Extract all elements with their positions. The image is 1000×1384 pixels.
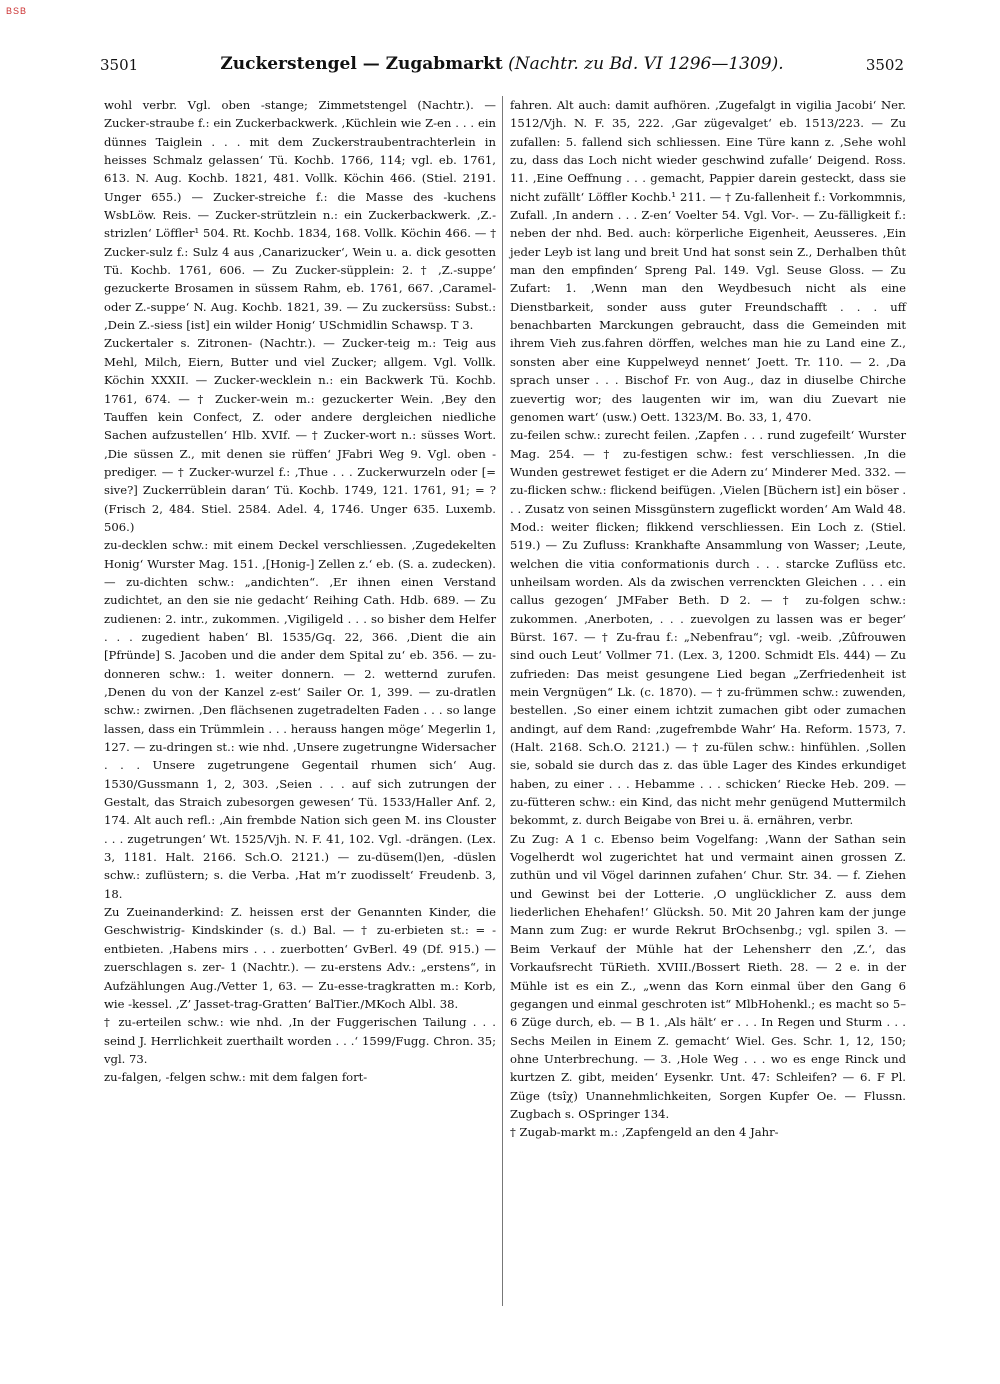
entry-paragraph: Zu Zug: A 1 c. Ebenso beim Vogelfang: ‚Wann der Sathan sein Vogelherdt wol zugerichtet hat und vermaint ainen grossen Z. zuthün und vil Vögel darinnen zufahen‘ Chur. Str. 34. — f. Ziehen und Gewinst bei der Lotterie. ‚O unglücklicher Z. auss dem liederlichen Ehehafen!‘ Glücksh. 50. Mit 20 Jahren kam der junge Mann zum Zug: er wurde Rekrut BrOchsenbg.; vgl. spilen 3. — Beim Verkauf der Mühle hat der Lehensherr den ‚Z.‘, das Vorkaufsrecht TüRieth. XVIII./Bossert Rieth. 28. — 2 e. in der Mühle ist es ein Z., „wenn das Korn einmal über den Gang 6 gegangen und einmal geschroten ist“ MlbHohenkl.; es macht so 5–6 Züge durch, eb. — B 1. ‚Als hält‘ er . . . In Regen und Sturm . . . Sechs Meilen in Einem Z. gemacht‘ Wiel. Ges. Schr. 1, 12, 150; ohne Unterbrechung. — 3. ‚Hole Weg . . . wo es enge Rinck und kurtzen Z. gibt, meiden‘ Eysenkr. Unt. 47: Schleifen? — 6. F Pl. Züge (tsîχ) Unannehmlichkeiten, Sorgen Kupfer Oe. — Flussn. Zugbach s. OSpringer 134.	[510, 831, 906, 1121]
page-number-left: 3501	[100, 56, 139, 74]
page-header	[100, 52, 904, 82]
library-stamp: BSB	[6, 6, 28, 16]
entry-paragraph: fahren. Alt auch: damit aufhören. ‚Zugefalgt in vigilia Jacobi‘ Ner. 1512/Vjh. N. F. 35, 222. ‚Gar zügevalget‘ eb. 1513/223. — Zu zufallen: 5. fallend sich schliessen. Eine Türe kann z. ‚Sehe wohl zu, dass das Loch nicht wieder geschwind zufalle‘ Deigend. Ross. 11. ‚Eine Oeffnung . . . gemacht, Pappier darein gesteckt, dass sie nicht zufällt‘ Löffler Kochb.¹ 211. — † Zu-fallenheit f.: Vorkommnis, Zufall. ‚In andern . . . Z-en‘ Voelter 54. Vgl. Vor-. — Zu-fälligkeit f.: neben der nhd. Bed. auch: körperliche Eigenheit, Aeusseres. ‚Ein jeder Leyb ist lang und breit Und hat sonst sein Z., Derhalben thût man den empfinden‘ Spreng Pal. 149. Vgl. Seuse Gloss. — Zu Zufart: 1. ‚Wenn man den Weydbesuch nicht als eine Dienstbarkeit, sonder auss guter Freundschafft . . . uff benachbarten Marckungen gebraucht, dass die Gemeinden mit ihrem Vieh zus.fahren dörffen, welches man hie zu Land eine Z., sonsten aber eine Kuppelweyd nennet‘ Joett. Tr. 110. — 2. ‚Da sprach unser . . . Bischof Fr. von Aug., daz in diuselbe Chirche zuevertig wor; des laugenten wir im, wan diu Zuevart nie genomen wart‘ (usw.) Oett. 1323/M. Bo. 33, 1, 470.	[510, 98, 906, 424]
left-column	[104, 96, 496, 1087]
entry-paragraph: zu-decklen schw.: mit einem Deckel verschliessen. ‚Zugedekelten Honig‘ Wurster Mag. 151. ‚[Honig-] Zellen z.‘ eb. (S. a. zudecken). — zu-dichten schw.: „andichten“. ‚Er ihnen einen Verstand zudichtet, an den sie nie gedacht‘ Reihing Cath. Hdb. 689. — Zu zudienen: 2. intr., zukommen. ‚Vigiligeld . . . so bisher dem Helfer . . . zugedient haben‘ Bl. 1535/Gq. 22, 366. ‚Dient die ain [Pfründe] S. Jacoben und die ander dem Spital zu‘ eb. 356. — zu-donneren schw.: 1. weiter donnern. — 2. wetternd zurufen. ‚Denen du von der Kanzel z-est‘ Sailer Or. 1, 399. — zu-dratlen schw.: zwirnen. ‚Den flächsenen zugetradelten Faden . . . so lange lassen, dass ein Trümmlein . . . herauss hangen möge‘ Megerlin 1, 127. — zu-dringen st.: wie nhd. ‚Unsere zugetrungne Widersacher . . . Unsere zugetrungene Gegentail rhumen sich‘ Aug. 1530/Gussmann 1, 2, 303. ‚Seien . . . auf sich zutrungen der Gestalt, das Straich zubesorgen gewesen‘ Tü. 1533/Haller Anf. 2, 174. Alt auch refl.: ‚Ain frembde Nation sich geen M. ins Clouster . . . zugetrungen‘ Wt. 1525/Vjh. N. F. 41, 102. Vgl. -drängen. (Lex. 3, 1181. Halt. 2166. Sch.O. 2121.) — zu-düsem(l)en, -düslen schw.: zuflüstern; s. die Verba. ‚Hat m’r zuodisselt‘ Freudenb. 3, 18.	[104, 538, 496, 901]
entry-paragraph: † Zugab-markt m.: ‚Zapfengeld an den 4 Jahr-	[510, 1125, 779, 1140]
entry-paragraph: Zuckertaler s. Zitronen- (Nachtr.). — Zucker-teig m.: Teig aus Mehl, Milch, Eiern, Butter und viel Zucker; allgem. Vgl. Vollk. Köchin XXXII. — Zucker-wecklein n.: ein Backwerk Tü. Kochb. 1761, 674. — † Zucker-wein m.: gezuckerter Wein. ‚Bey den Tauffen kein Confect, Z. oder andere dergleichen niedliche Sachen aufzustellen‘ Hlb. XVIf. — † Zucker-wort n.: süsses Wort. ‚Die süssen Z., mit denen sie rüffen‘ JFabri Weg 9. Vgl. oben -prediger. — † Zucker-wurzel f.: ‚Thue . . . Zuckerwurzeln oder [= sive?] Zuckerrüblein daran‘ Tü. Kochb. 1749, 121. 1761, 91; = ? (Frisch 2, 484. Stiel. 2584. Adel. 4, 1746. Unger 635. Luxemb. 506.)	[104, 336, 496, 534]
entry-paragraph: † zu-erteilen schw.: wie nhd. ‚In der Fuggerischen Tailung . . . seind J. Herrlichkeit zuerthailt worden . . .‘ 1599/Fugg. Chron. 35; vgl. 73.	[104, 1015, 496, 1066]
column-divider	[502, 96, 503, 1306]
entry-paragraph: wohl verbr. Vgl. oben -stange; Zimmetstengel (Nachtr.). — Zucker-straube f.: ein Zuckerbackwerk. ‚Küchlein wie Z-en . . . ein dünnes Taiglein . . . mit dem Zuckerstraubentrachterlein in heisses Schmalz gelassen‘ Tü. Kochb. 1766, 114; vgl. eb. 1761, 613. N. Aug. Kochb. 1821, 481. Vollk. Köchin 466. (Stiel. 2191. Unger 655.) — Zucker-streiche f.: die Masse des -kuchens WsbLöw. Reis. — Zucker-strützlein n.: ein Zuckerbackwerk. ‚Z.-strizlen‘ Löffler¹ 504. Rt. Kochb. 1834, 168. Vollk. Köchin 466. — † Zucker-sulz f.: Sulz 4 aus ‚Canarizucker‘, Wein u. a. dick gesotten Tü. Kochb. 1761, 606. — Zu Zucker-süpplein: 2. † ‚Z.-suppe‘ gezuckerte Brosamen in süssem Rahm, eb. 1761, 667. ‚Caramel- oder Z.-suppe‘ N. Aug. Kochb. 1821, 39. — Zu zuckersüss: Subst.: ‚Dein Z.-siess [ist] ein wilder Honig‘ USchmidlin Schawsp. T 3.	[104, 98, 496, 333]
entry-paragraph: Zu Zueinanderkind: Z. heissen erst der Genannten Kinder, die Geschwistrig- Kindskinder (s. d.) Bal. — † zu-erbieten st.: = -entbieten. ‚Habens mirs . . . zuerbotten‘ GvBerl. 49 (Df. 915.) — zuerschlagen s. zer- 1 (Nachtr.). — zu-erstens Adv.: „erstens“, in Aufzählungen Aug./Vetter 1, 63. — Zu-esse-tragkratten m.: Korb, wie -kessel. ‚Z’ Jasset-trag-Gratten‘ BalTier./MKoch Albl. 38.	[104, 905, 496, 1011]
page-number-right: 3502	[865, 56, 904, 74]
running-head	[100, 54, 904, 74]
right-column	[510, 96, 906, 1142]
running-head-title: Zuckerstengel — Zugabmarkt	[220, 54, 503, 74]
entry-paragraph: zu-falgen, -felgen schw.: mit dem falgen fort-	[104, 1070, 368, 1085]
entry-paragraph: zu-feilen schw.: zurecht feilen. ‚Zapfen . . . rund zugefeilt‘ Wurster Mag. 254. — † zu-festigen schw.: fest verschliessen. ‚In die Wunden gestrewet festiget er die Adern zu‘ Minderer Med. 332. — zu-flicken schw.: flickend beifügen. ‚Vielen [Büchern ist] ein böser . . . Zusatz von seinen Missgünstern zugeflickt worden‘ Am Wald 48. Mod.: weiter flicken; flikkend verschliessen. Ein Loch z. (Stiel. 519.) — Zu Zufluss: Krankhafte Ansammlung von Wasser; ‚Leute, welchen die vitia conformationis durch . . . starcke Zuflüss etc. unheilsam worden. Als da zwischen verrenckten Gleichen . . . ein callus gezogen‘ JMFaber Beth. D 2. — † zu-folgen schw.: zukommen. ‚Anerboten, . . . zuevolgen zu lassen was er beger‘ Bürst. 167. — † Zu-frau f.: „Nebenfrau“; vgl. -weib. ‚Zûfrouwen sind ouch Leut‘ Vollmer 71. (Lex. 3, 1200. Schmidt Els. 444) — Zu zufrieden: Das meist gesungene Lied began „Zerfriedenheit ist mein Vergnügen“ Lk. (c. 1870). — † zu-frümmen schw.: zuwenden, bestellen. ‚So einer einem ichtzit zumachen gibt oder zumachen andingt, auf dem Rand: ‚zugefrembde Wahr‘ Ha. Reform. 1573, 7. (Halt. 2168. Sch.O. 2121.) — † zu-fülen schw.: hinfühlen. ‚Sollen sie, sobald sie durch das z. das üble Lager des Kindes erkundiget haben, zu einer . . . Hebamme . . . schicken‘ Riecke Heb. 209. — zu-fütteren schw.: ein Kind, das nicht mehr genügend Muttermilch bekommt, z. durch Beigabe von Brei u. ä. ernähren, verbr.	[510, 428, 907, 828]
running-head-subtitle: (Nachtr. zu Bd. VI 1296—1309).	[508, 54, 784, 74]
